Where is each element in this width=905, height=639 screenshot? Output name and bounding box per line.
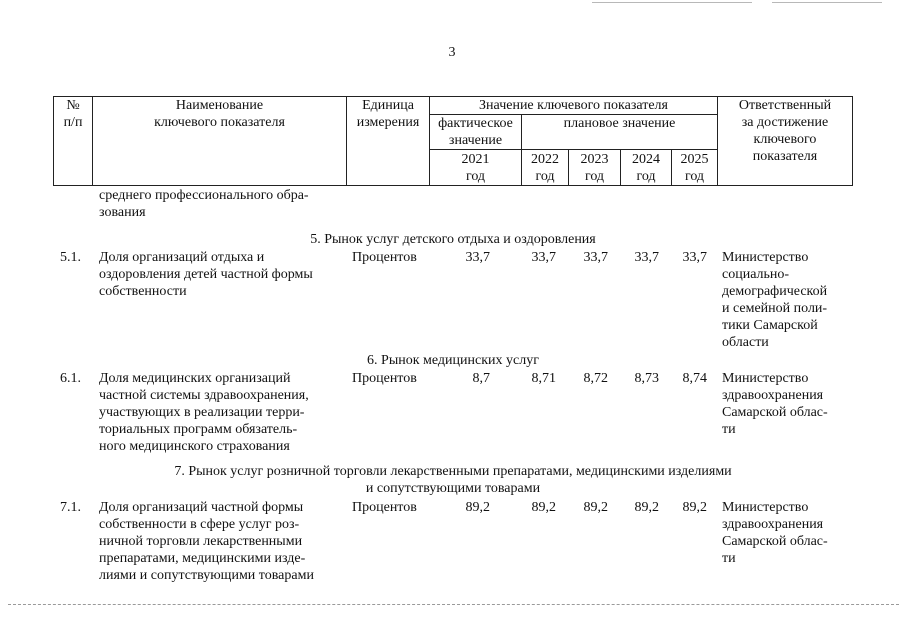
value-2022: 33,7 bbox=[531, 250, 556, 265]
scan-artifact-dashes bbox=[8, 604, 899, 605]
row-name: Доля медицинских организаций частной системы здравоохранения, участвующих в реализации терри- ториальных программ обязатель- ного медицинского страхования bbox=[99, 371, 309, 454]
header-year-2022: 2022 год bbox=[531, 152, 559, 184]
header-col-planned: плановое значение bbox=[563, 116, 676, 131]
header-year-2024: 2024 год bbox=[632, 152, 660, 184]
header-col-responsible: Ответственный за достижение ключевого показателя bbox=[738, 98, 832, 164]
value-2023: 89,2 bbox=[583, 500, 608, 515]
row-number: 5.1. bbox=[60, 250, 81, 265]
row-name: Доля организаций отдыха и оздоровления детей частной формы собственности bbox=[99, 250, 313, 299]
value-2023: 33,7 bbox=[583, 250, 608, 265]
header-col-value-group: Значение ключевого показателя bbox=[479, 98, 668, 113]
value-2022: 8,71 bbox=[531, 371, 556, 386]
row-unit: Процентов bbox=[352, 500, 417, 515]
value-2021: 33,7 bbox=[465, 250, 490, 265]
row-responsible: Министерство социально- демографической и семейной поли- тики Самарской области bbox=[722, 250, 828, 350]
header-year-2023: 2023 год bbox=[580, 152, 609, 184]
value-2021: 89,2 bbox=[465, 500, 490, 515]
value-2024: 33,7 bbox=[634, 250, 659, 265]
value-2025: 33,7 bbox=[682, 250, 707, 265]
row-responsible: Министерство здравоохранения Самарской облас- ти bbox=[722, 500, 828, 566]
value-2023: 8,72 bbox=[583, 371, 608, 386]
continuation-text: среднего профессионального обра- зования bbox=[99, 188, 309, 220]
value-2024: 8,73 bbox=[634, 371, 659, 386]
row-unit: Процентов bbox=[352, 250, 417, 265]
header-col-name: Наименование ключевого показателя bbox=[154, 98, 285, 130]
header-col-unit: Единица измерения bbox=[356, 98, 420, 130]
value-2021: 8,7 bbox=[472, 371, 490, 386]
section-title: 6. Рынок медицинских услуг bbox=[367, 353, 539, 368]
scan-artifact-line bbox=[592, 2, 752, 3]
header-col-actual: фактическое значение bbox=[438, 116, 513, 148]
section-title: 7. Рынок услуг розничной торговли лекарственными препаратами, медицинскими изделиями и сопутствующими товарами bbox=[174, 464, 732, 496]
row-number: 6.1. bbox=[60, 371, 81, 386]
section-title: 5. Рынок услуг детского отдыха и оздоровления bbox=[310, 232, 596, 247]
value-2024: 89,2 bbox=[634, 500, 659, 515]
header-year-2025: 2025 год bbox=[680, 152, 709, 184]
scan-artifact-line bbox=[772, 2, 882, 3]
value-2025: 89,2 bbox=[682, 500, 707, 515]
page-number: 3 bbox=[448, 45, 456, 60]
header-year-2021: 2021 год bbox=[461, 152, 490, 184]
header-col-no: № п/п bbox=[63, 98, 83, 130]
row-number: 7.1. bbox=[60, 500, 81, 515]
row-responsible: Министерство здравоохранения Самарской облас- ти bbox=[722, 371, 828, 437]
row-name: Доля организаций частной формы собственности в сфере услуг роз- ничной торговли лекарственными препаратами, медицинскими изде- лиями и сопутствующими товарами bbox=[99, 500, 314, 583]
row-unit: Процентов bbox=[352, 371, 417, 386]
value-2022: 89,2 bbox=[531, 500, 556, 515]
value-2025: 8,74 bbox=[682, 371, 707, 386]
